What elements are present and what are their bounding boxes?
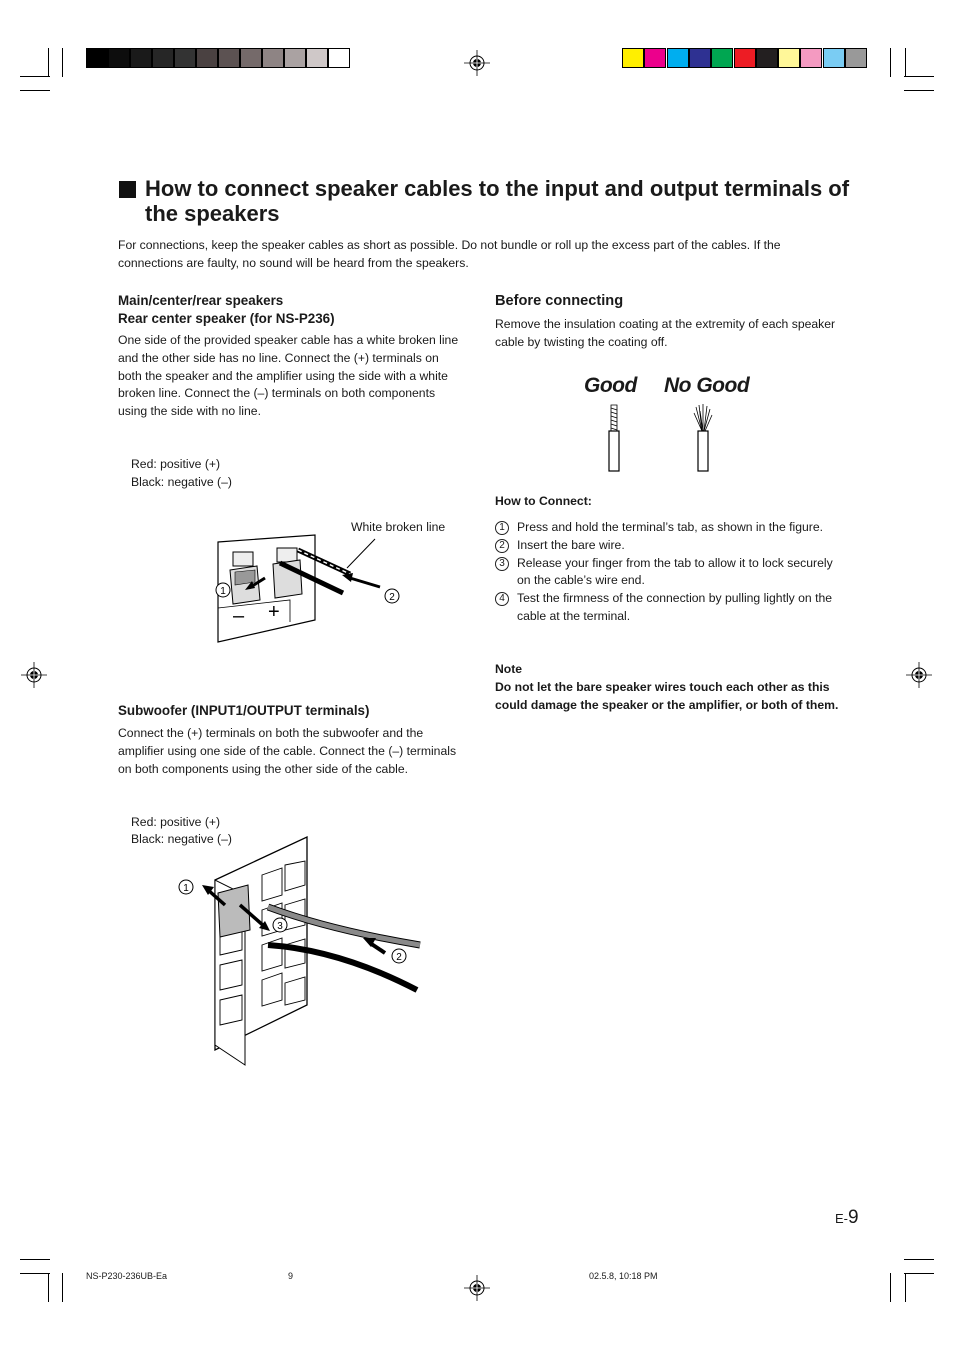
page-number [835, 1207, 859, 1229]
sub-legend-black: Black: negative (–) [131, 832, 232, 846]
gray-swatch [86, 48, 108, 68]
no-good-label: No Good [664, 374, 750, 397]
page-number-value: 9 [848, 1207, 859, 1228]
page-number-prefix: E- [835, 1211, 848, 1226]
step-number: 2 [495, 539, 509, 553]
gray-swatch [130, 48, 152, 68]
registration-mark-top [464, 50, 490, 76]
gray-swatch [108, 48, 130, 68]
minus-sign: – [233, 605, 245, 627]
sub-legend-red: Red: positive (+) [131, 815, 221, 829]
gray-swatch [152, 48, 174, 68]
color-swatch [622, 48, 644, 68]
gray-swatch [306, 48, 328, 68]
step-text: Test the firmness of the connection by pulling lightly on the cable at the terminal. [517, 591, 833, 623]
registration-mark-right [906, 662, 932, 688]
color-swatch [800, 48, 822, 68]
sub-callout-3: 3 [277, 921, 283, 932]
how-to-connect-heading: How to Connect: [495, 494, 592, 508]
color-swatch [689, 48, 711, 68]
registration-mark-bottom [464, 1275, 490, 1301]
sub-callout-2: 2 [396, 952, 402, 963]
step-item [495, 590, 840, 626]
note-heading: Note [495, 662, 523, 676]
before-connecting-body: Remove the insulation coating at the extremity of each speaker cable by twisting the coating off. [495, 317, 836, 349]
how-to-connect-steps [495, 519, 840, 626]
callout-2: 2 [389, 592, 395, 603]
subwoofer-heading: Subwoofer (INPUT1/OUTPUT terminals) [118, 703, 370, 718]
step-text: Insert the bare wire. [517, 537, 625, 552]
no-good-wire-icon [688, 403, 718, 473]
color-swatch [823, 48, 845, 68]
main-speakers-heading: Main/center/rear speakers [118, 293, 284, 308]
rear-center-heading: Rear center speaker (for NS-P236) [118, 311, 335, 326]
color-swatch [711, 48, 733, 68]
plus-sign: + [268, 601, 280, 623]
step-number: 4 [495, 592, 509, 606]
footer-doc-id: NS-P230-236UB-Ea [86, 1271, 168, 1281]
section-intro: For connections, keep the speaker cables as short as possible. Do not bundle or roll up the excess part of the cables. If the connections are faulty, no sound will be heard from the speakers. [118, 238, 781, 270]
color-swatch [756, 48, 778, 68]
gray-swatch [262, 48, 284, 68]
registration-mark-left [21, 662, 47, 688]
gray-swatch [218, 48, 240, 68]
step-number: 3 [495, 557, 509, 571]
before-connecting-heading: Before connecting [495, 293, 624, 309]
step-number: 1 [495, 521, 509, 535]
color-swatch [644, 48, 666, 68]
step-text: Press and hold the terminal’s tab, as shown in the figure. [517, 520, 823, 534]
sub-callout-1: 1 [183, 883, 189, 894]
before-connecting-block [495, 292, 840, 352]
subwoofer-body: Connect the (+) terminals on both the subwoofer and the amplifier using one side of the cable. Connect the (–) terminals on both components using the other side of the cable. [118, 726, 457, 776]
footer-timestamp: 02.5.8, 10:18 PM [589, 1271, 658, 1281]
main-speakers-block [118, 292, 463, 421]
gray-swatch [284, 48, 306, 68]
footer-page: 9 [288, 1271, 294, 1281]
note-block [495, 661, 840, 714]
good-label: Good [584, 374, 637, 397]
callout-1: 1 [220, 586, 226, 597]
white-broken-line-label: White broken line [351, 520, 446, 534]
section-title: How to connect speaker cables to the input and output terminals of the speakers [145, 176, 850, 226]
gray-swatch [174, 48, 196, 68]
color-swatch [845, 48, 867, 68]
color-swatch [667, 48, 689, 68]
subwoofer-block [118, 702, 463, 778]
section-marker-square [119, 181, 136, 198]
gray-swatch [196, 48, 218, 68]
step-item [495, 537, 840, 555]
main-speakers-body: One side of the provided speaker cable has a white broken line and the other side has no line. Connect the (+) terminals on both the speaker and the amplifier using the side with a white broken line. Connect the (–) terminals on both components using the side with no line. [118, 333, 459, 419]
legend-red: Red: positive (+) [131, 457, 221, 471]
good-wire-icon [600, 403, 630, 473]
color-swatch [734, 48, 756, 68]
gray-swatch [328, 48, 350, 68]
legend-black: Black: negative (–) [131, 475, 232, 489]
step-item [495, 555, 840, 591]
step-text: Release your finger from the tab to allow it to lock securely on the cable’s wire end. [517, 555, 833, 588]
subwoofer-terminal-figure [170, 835, 430, 1070]
note-body: Do not let the bare speaker wires touch each other as this could damage the speaker or the amplifier, or both of them. [495, 679, 839, 712]
step-item [495, 519, 840, 537]
gray-swatch [240, 48, 262, 68]
speaker-terminal-figure [205, 530, 420, 645]
color-swatch [778, 48, 800, 68]
